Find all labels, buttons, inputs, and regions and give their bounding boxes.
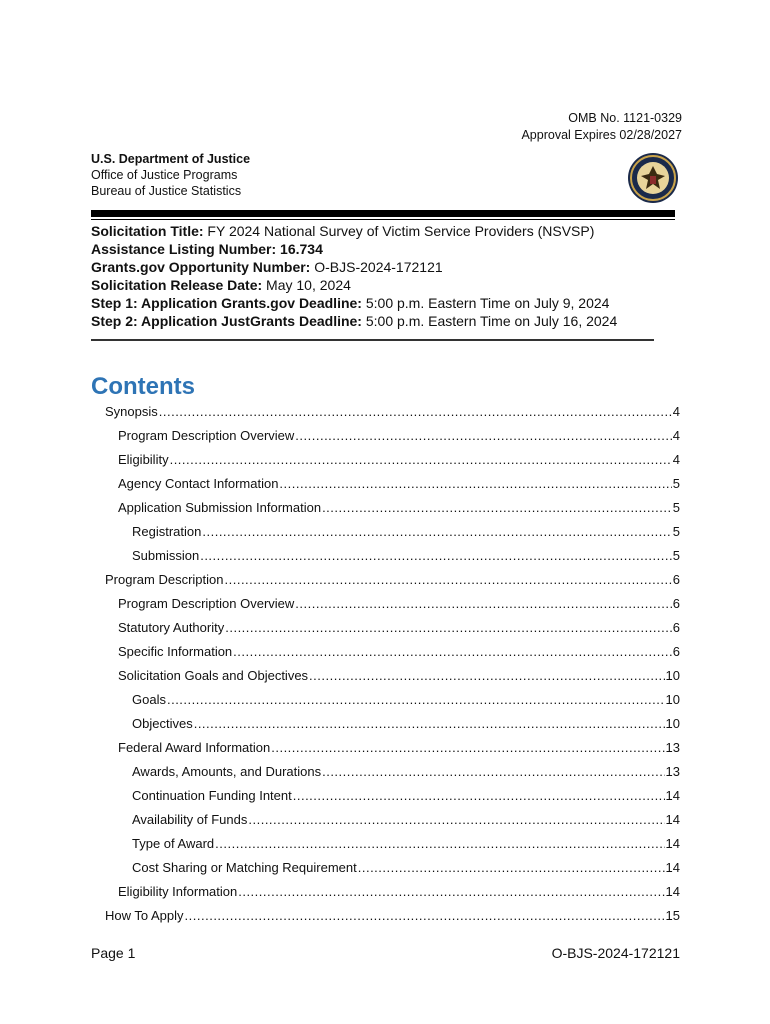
- toc-entry[interactable]: [105, 908, 680, 926]
- toc-entry-page: 10: [665, 692, 680, 707]
- toc-entry-title: Federal Award Information: [118, 740, 271, 755]
- toc-entry[interactable]: [132, 692, 680, 710]
- toc-leader: [215, 836, 664, 851]
- solicitation-title-value: FY 2024 National Survey of Victim Service Providers (NSVSP): [203, 223, 595, 239]
- toc-entry-page: 6: [672, 596, 680, 611]
- toc-entry-page: 5: [672, 548, 680, 563]
- toc-entry-page: 10: [665, 716, 680, 731]
- toc-entry-page: 5: [672, 524, 680, 539]
- header-rule-thin: [91, 219, 675, 220]
- step1-deadline-line: [91, 294, 617, 312]
- toc-entry[interactable]: [118, 428, 680, 446]
- toc-leader: [293, 788, 665, 803]
- header-rule-thick: [91, 210, 675, 217]
- toc-leader: [279, 476, 671, 491]
- toc-leader: [295, 428, 671, 443]
- toc-entry-title: Solicitation Goals and Objectives: [118, 668, 309, 683]
- toc-entry-page: 5: [672, 476, 680, 491]
- omb-block: [521, 110, 682, 144]
- assistance-listing-line: [91, 240, 617, 258]
- toc-leader: [170, 452, 672, 467]
- toc-leader: [225, 620, 672, 635]
- toc-entry[interactable]: [118, 644, 680, 662]
- toc-leader: [185, 908, 665, 923]
- toc-entry[interactable]: [132, 716, 680, 734]
- toc-entry-page: 6: [672, 620, 680, 635]
- toc-entry-title: Cost Sharing or Matching Requirement: [132, 860, 357, 875]
- toc-leader: [322, 500, 672, 515]
- step2-deadline-value: 5:00 p.m. Eastern Time on July 16, 2024: [361, 313, 618, 329]
- opportunity-number-line: [91, 258, 617, 276]
- toc-entry-title: Registration: [132, 524, 202, 539]
- toc-entry-title: Type of Award: [132, 836, 215, 851]
- office-name: Office of Justice Programs: [91, 168, 238, 182]
- toc-entry-page: 14: [665, 884, 680, 899]
- toc-leader: [322, 764, 664, 779]
- toc-entry-title: Objectives: [132, 716, 193, 731]
- toc-entry-title: Eligibility: [118, 452, 169, 467]
- omb-number: OMB No. 1121-0329: [568, 111, 682, 125]
- toc-entry-page: 13: [665, 740, 680, 755]
- toc-leader: [200, 548, 672, 563]
- toc-entry-title: How To Apply: [105, 908, 184, 923]
- toc-entry-page: 10: [665, 668, 680, 683]
- toc-entry[interactable]: [105, 404, 680, 422]
- footer-page-number: Page 1: [91, 945, 136, 961]
- toc-leader: [248, 812, 664, 827]
- assistance-listing-label: Assistance Listing Number: 16.734: [91, 241, 323, 257]
- toc-entry-title: Submission: [132, 548, 200, 563]
- release-date-label: Solicitation Release Date:: [91, 277, 263, 293]
- toc-leader: [167, 692, 665, 707]
- toc-entry[interactable]: [118, 500, 680, 518]
- toc-entry-title: Agency Contact Information: [118, 476, 279, 491]
- step2-deadline-label: Step 2: Application JustGrants Deadline:: [91, 313, 362, 329]
- solicitation-title-line: [91, 222, 617, 240]
- toc-leader: [202, 524, 671, 539]
- toc-entry[interactable]: [118, 620, 680, 638]
- department-name: U.S. Department of Justice: [91, 152, 251, 166]
- toc-entry-title: Synopsis: [105, 404, 158, 419]
- toc-entry[interactable]: [132, 812, 680, 830]
- approval-expires: Approval Expires 02/28/2027: [521, 128, 682, 142]
- toc-entry-page: 4: [672, 404, 680, 419]
- toc-entry-page: 14: [665, 812, 680, 827]
- toc-entry-page: 13: [665, 764, 680, 779]
- toc-entry[interactable]: [118, 884, 680, 902]
- toc-leader: [309, 668, 664, 683]
- toc-entry-page: 14: [665, 860, 680, 875]
- toc-entry-page: 15: [665, 908, 680, 923]
- toc-entry[interactable]: [132, 836, 680, 854]
- toc-entry-title: Awards, Amounts, and Durations: [132, 764, 322, 779]
- toc-entry-page: 14: [665, 788, 680, 803]
- toc-entry[interactable]: [132, 860, 680, 878]
- solicitation-rule: [91, 339, 654, 341]
- opportunity-number-label: Grants.gov Opportunity Number:: [91, 259, 311, 275]
- toc-leader: [233, 644, 672, 659]
- toc-entry[interactable]: [105, 572, 680, 590]
- toc-entry-title: Application Submission Information: [118, 500, 322, 515]
- opportunity-number-value: O-BJS-2024-172121: [310, 259, 443, 275]
- toc-leader: [295, 596, 671, 611]
- release-date-value: May 10, 2024: [262, 277, 351, 293]
- toc-leader: [159, 404, 672, 419]
- toc-entry-title: Availability of Funds: [132, 812, 248, 827]
- toc-entry[interactable]: [118, 740, 680, 758]
- toc-entry-title: Continuation Funding Intent: [132, 788, 292, 803]
- agency-block: [91, 151, 250, 199]
- toc-entry[interactable]: [118, 452, 680, 470]
- contents-heading: Contents: [91, 373, 195, 400]
- toc-entry-page: 5: [672, 500, 680, 515]
- solicitation-title-label: Solicitation Title:: [91, 223, 204, 239]
- toc-entry-title: Eligibility Information: [118, 884, 238, 899]
- toc-entry-page: 6: [672, 572, 680, 587]
- toc-entry-page: 4: [672, 428, 680, 443]
- toc-entry[interactable]: [118, 668, 680, 686]
- toc-leader: [194, 716, 665, 731]
- toc-entry[interactable]: [118, 596, 680, 614]
- release-date-line: [91, 276, 617, 294]
- solicitation-block: [91, 222, 617, 330]
- toc-leader: [225, 572, 672, 587]
- footer-opportunity-id: O-BJS-2024-172121: [551, 945, 680, 961]
- toc-entry[interactable]: [132, 764, 680, 782]
- toc-entry-title: Program Description Overview: [118, 428, 295, 443]
- bureau-name: Bureau of Justice Statistics: [91, 184, 242, 198]
- toc-entry-title: Program Description Overview: [118, 596, 295, 611]
- toc-entry[interactable]: [132, 548, 680, 566]
- toc-entry-title: Program Description: [105, 572, 224, 587]
- toc-leader: [271, 740, 664, 755]
- toc-leader: [358, 860, 665, 875]
- step1-deadline-label: Step 1: Application Grants.gov Deadline:: [91, 295, 362, 311]
- toc-entry[interactable]: [132, 524, 680, 542]
- step2-deadline-line: [91, 312, 617, 330]
- toc-leader: [238, 884, 664, 899]
- step1-deadline-value: 5:00 p.m. Eastern Time on July 9, 2024: [361, 295, 610, 311]
- toc-entry-page: 14: [665, 836, 680, 851]
- toc-entry-title: Specific Information: [118, 644, 233, 659]
- toc-entry-title: Goals: [132, 692, 166, 707]
- toc-entry[interactable]: [118, 476, 680, 494]
- doj-seal-icon: [627, 152, 679, 204]
- toc-entry-page: 6: [672, 644, 680, 659]
- toc-entry[interactable]: [132, 788, 680, 806]
- toc-entry-page: 4: [672, 452, 680, 467]
- toc-entry-title: Statutory Authority: [118, 620, 225, 635]
